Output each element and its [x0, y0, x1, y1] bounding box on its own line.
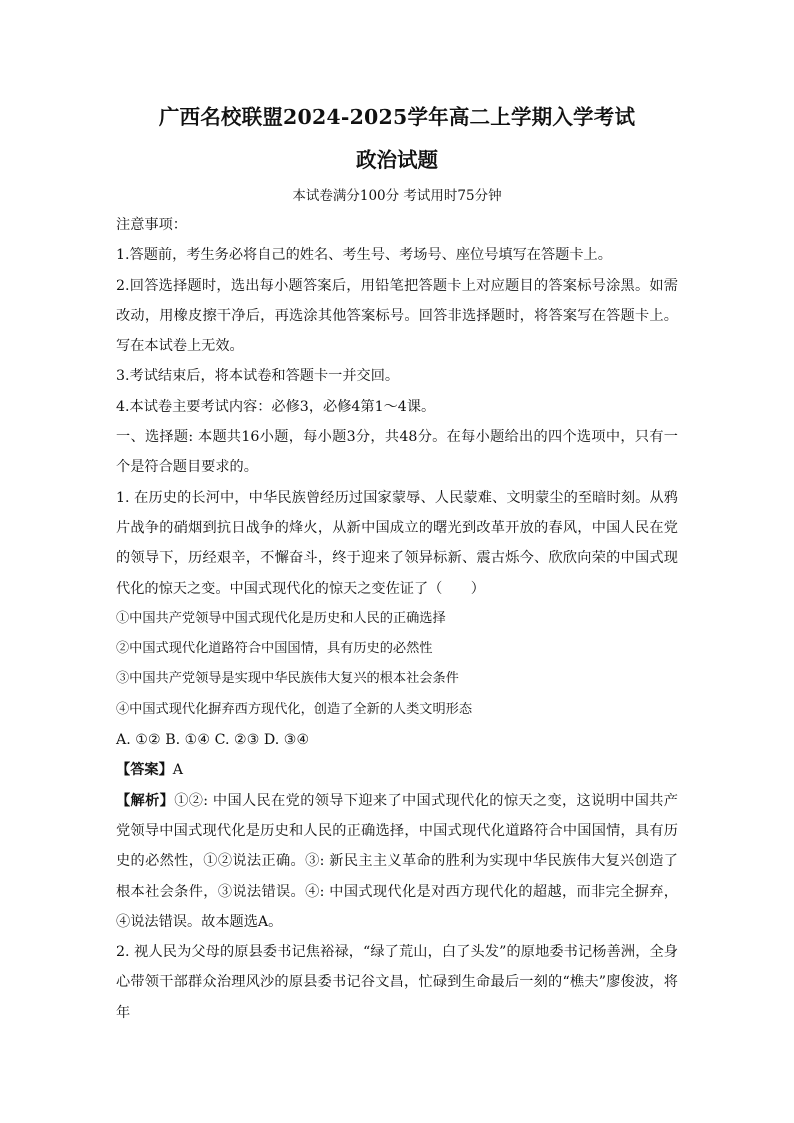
question-1-answer [116, 755, 678, 785]
question-1-analysis [116, 786, 678, 937]
notes-heading: 注意事项： [116, 217, 187, 233]
exam-meta: 本试卷满分100分 考试用时75分钟 [292, 188, 502, 204]
note-item-2: 2.回答选择题时，选出每小题答案后，用铅笔把答题卡上对应题目的答案标号涂黑。如需改动，用橡皮擦干净后，再选涂其他答案标号。回答非选择题时，将答案写在答题卡上。写在本试卷上无效。 [116, 277, 678, 355]
answer-value: A [172, 762, 184, 779]
question-1-option-2: ②中国式现代化道路符合中国国情，具有历史的必然性 [116, 641, 433, 657]
analysis-text: ①②: 中国人民在党的领导下迎来了中国式现代化的惊天之变，这说明中国共产党领导中国式现代化是历史和人民的正确选择，中国式现代化道路符合中国国情，具有历史的必然性，①②说法正确。③: 新民主主义革命的胜利为实现中华民族伟大复兴创造了根本社会条件，③说法错误。④: 中国式现代化是对西方现代化的超越，而非完全摒弃，④说法错误。故本题选A。 [116, 792, 678, 930]
answer-label: 【答案】 [116, 762, 173, 779]
section-instructions: 一、选择题: 本题共16小题，每小题3分，共48分。在每小题给出的四个选项中，只有一个是符合题目要求的。 [116, 429, 678, 476]
note-item-4: 4.本试卷主要考试内容：必修3，必修4第1～4课。 [116, 398, 436, 415]
exam-title: 广西名校联盟2024-2025学年高二上学期入学考试 [158, 105, 636, 129]
question-1-option-4: ④中国式现代化摒弃西方现代化，创造了全新的人类文明形态 [116, 701, 473, 717]
exam-subject: 政治试题 [356, 148, 438, 172]
question-1-option-1: ①中国共产党领导中国式现代化是历史和人民的正确选择 [116, 610, 446, 626]
page-content [116, 101, 678, 1028]
question-1-option-3: ③中国共产党领导是实现中华民族伟大复兴的根本社会条件 [116, 671, 459, 687]
note-item-1: 1.答题前，考生务必将自己的姓名、考生号、考场号、座位号填写在答题卡上。 [116, 247, 612, 264]
question-1-stem: 1. 在历史的长河中，中华民族曾经历过国家蒙辱、人民蒙难、文明蒙尘的至暗时刻。从鸦片战争的硝烟到抗日战争的烽火，从新中国成立的曙光到改革开放的春风，中国人民在党的领导下，历经艰辛，不懈奋斗，终于迎来了领异标新、震古烁今、欣欣向荣的中国式现代化的惊天之变。中国式现代化的惊天之变佐证了（ ） [116, 489, 678, 597]
analysis-label: 【解析】 [116, 792, 175, 809]
question-2-stem: 2. 视人民为父母的原县委书记焦裕禄，“绿了荒山，白了头发”的原地委书记杨善洲，全身心带领干部群众治理风沙的原县委书记谷文昌，忙碌到生命最后一刻的“樵夫”廖俊波，将年 [116, 944, 678, 1021]
question-1-choices: A. ①② B. ①④ C. ②③ D. ③④ [116, 732, 310, 749]
note-item-3: 3.考试结束后，将本试卷和答题卡一并交回。 [116, 368, 400, 385]
